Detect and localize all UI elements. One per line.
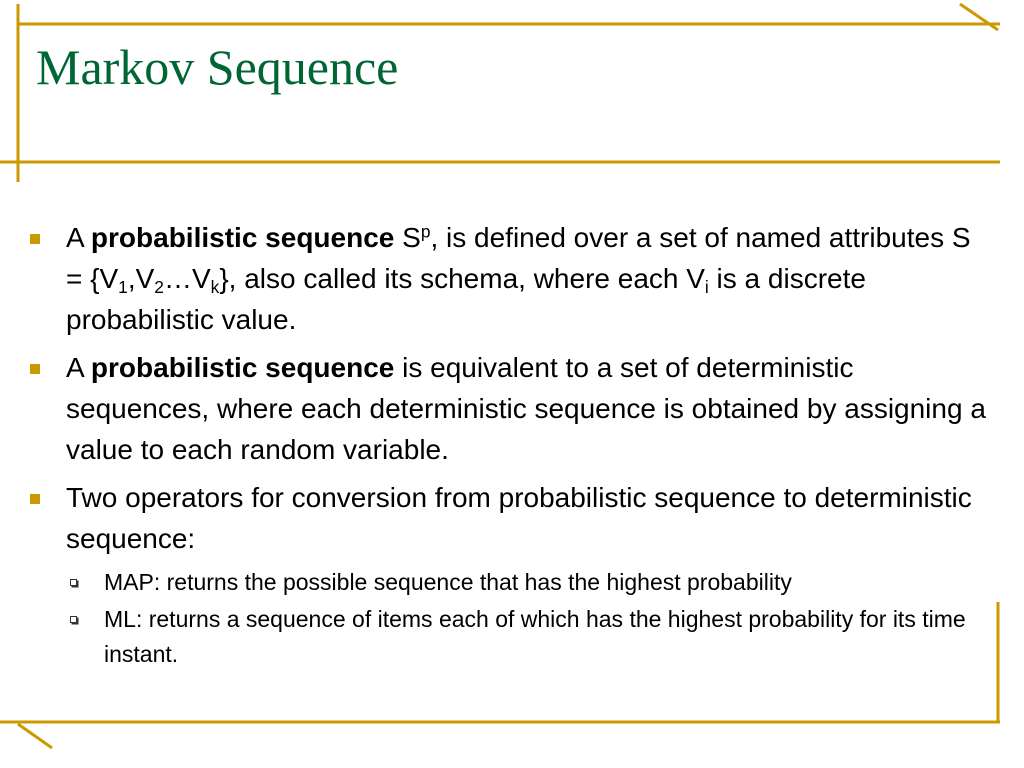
square-bullet-icon [30, 494, 40, 504]
bullet-list [26, 217, 986, 672]
hollow-square-bullet-icon [70, 616, 77, 623]
bullet-item-equivalence: A probabilistic sequence is equivalent to a set of deterministic sequences, where each deterministic sequence is obtained by assigning a value to each random variable. [26, 347, 986, 470]
sub-bullet-map: MAP: returns the possible sequence that has the highest probability [66, 565, 986, 600]
bottom-left-corner-accent [18, 724, 52, 748]
square-bullet-icon [30, 234, 40, 244]
sub-bullet-ml: ML: returns a sequence of items each of which has the highest probability for its time instant. [66, 602, 986, 672]
operator-sublist [66, 565, 986, 672]
bullet-item-definition: A probabilistic sequence $S^p$, is defined over a set of named attributes $S = \{V_1,V_2\dots V_k\}$, also called its schema, where each $V_i$ is a discrete probabilistic value. [26, 217, 986, 340]
term-probabilistic-sequence: probabilistic sequence [90, 222, 395, 253]
bullet-item-operators: Two operators for conversion from probabilistic sequence to deterministic sequence: MAP: returns the possible sequence that has the highest probability ML: returns a sequence of items each of which has the highest probability for its time instant. [26, 477, 986, 672]
top-right-corner-accent [960, 4, 998, 30]
term-probabilistic-sequence: probabilistic sequence [90, 352, 395, 383]
slide-title: Markov Sequence [36, 39, 399, 95]
slide-body [26, 217, 986, 679]
square-bullet-icon [30, 364, 40, 374]
hollow-square-bullet-icon [70, 579, 77, 586]
